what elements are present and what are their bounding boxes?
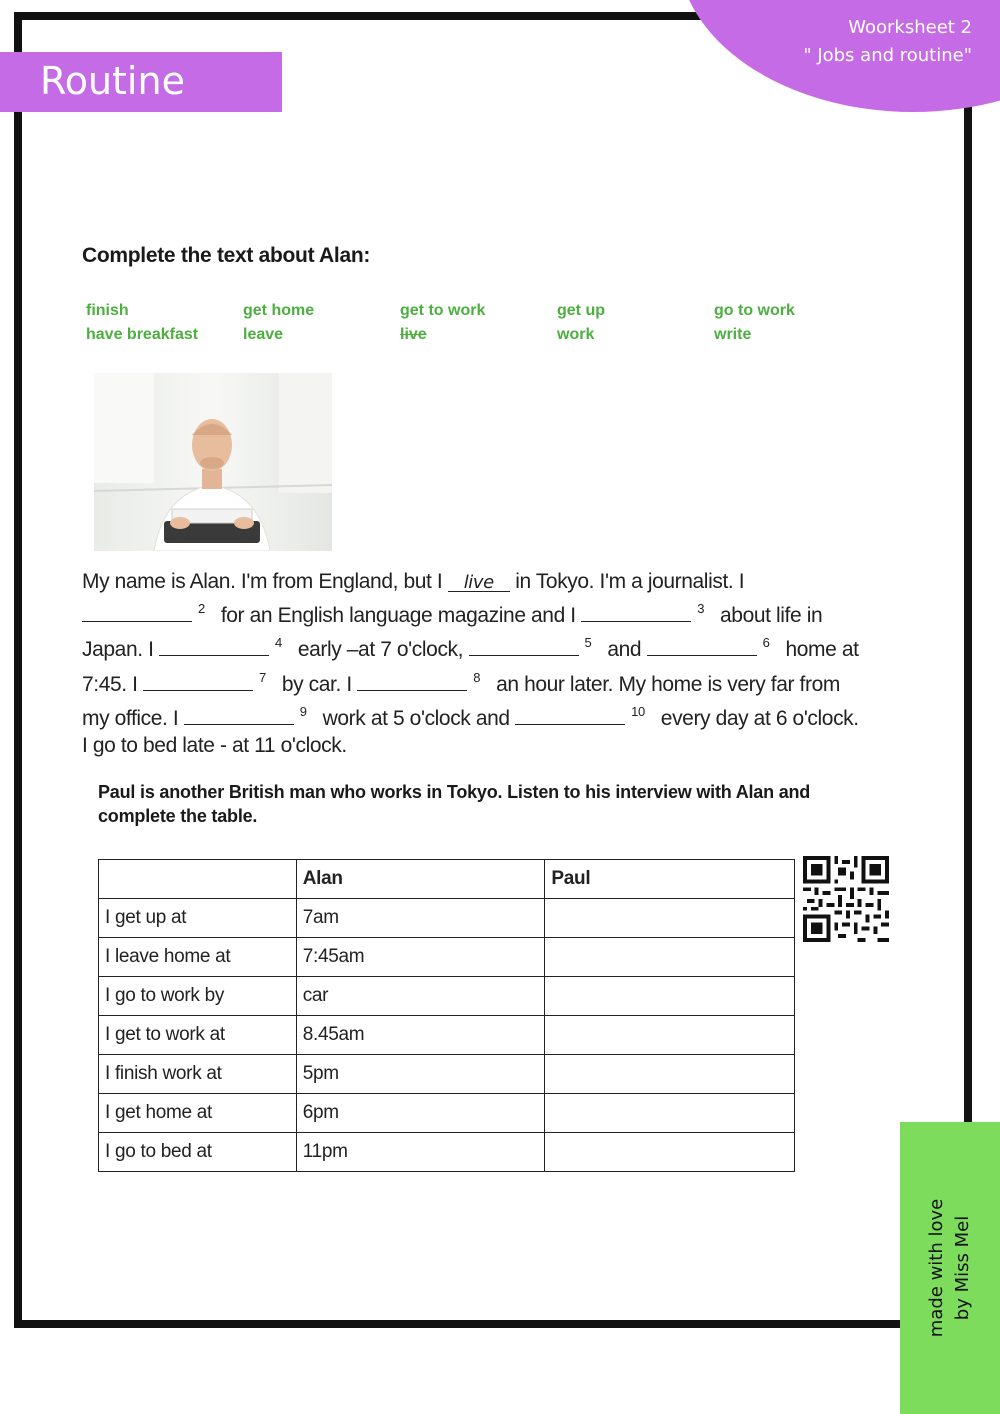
answer-cell[interactable] [545,899,795,938]
answer-cell[interactable] [545,1133,795,1172]
passage-text: home at [785,638,859,662]
answer-cell[interactable] [545,1094,795,1133]
blank-number: 4 [274,635,282,651]
passage-text: and [607,638,642,662]
word-item: leave [243,326,284,343]
table-row [99,899,795,938]
word-item: get up [557,302,605,319]
table-cell: 11pm [296,1133,545,1172]
table-cell: I go to bed at [99,1133,297,1172]
table-row [99,1016,795,1055]
credit-banner [900,1122,1000,1414]
passage-text: by car. I [281,672,352,696]
qr-code-icon[interactable] [802,856,890,942]
worksheet-number: Woorksheet 2 [848,17,972,38]
credit-line: by Miss Mel [952,1215,973,1321]
answer-blank[interactable] [515,707,625,725]
blank-number: 5 [584,635,592,651]
credit-text [924,1199,976,1337]
table-header: Paul [545,860,795,899]
answer-blank[interactable] [184,707,294,725]
answer-blank[interactable] [143,673,253,691]
blank-number: 2 [198,601,205,617]
answer-cell[interactable] [545,1055,795,1094]
answer-blank-filled[interactable]: live [448,574,510,592]
answer-blank[interactable] [581,604,691,622]
answer-cell[interactable] [545,938,795,977]
word-item: work [557,326,595,343]
passage-line [82,698,882,732]
table-header [99,860,297,899]
exercise1-instruction: Complete the text about Alan: [82,244,371,267]
table-header-row [99,860,795,899]
blank-number: 6 [762,635,770,651]
passage-line [82,595,882,629]
blank-number: 9 [299,703,307,719]
word-item: have breakfast [86,326,199,343]
table-cell: car [296,977,545,1016]
table-cell: 7:45am [296,938,545,977]
table-row [99,977,795,1016]
table-cell: 7am [296,899,545,938]
passage-text: work at 5 o'clock and [322,706,510,730]
passage-line: I go to bed late - at 11 o'clock. [82,734,347,758]
answer-cell[interactable] [545,1016,795,1055]
word-item: write [714,326,752,343]
passage-text: for an English language magazine and I [220,604,576,628]
word-item: go to work [714,302,795,319]
passage-text: My name is Alan. I'm from England, but I [82,570,443,593]
fill-in-passage [82,568,882,759]
word-item-used: live [400,326,427,343]
passage-line [82,629,882,663]
word-item: finish [86,302,129,319]
passage-text: Japan. I [82,638,154,662]
passage-line [82,568,882,595]
credit-line: made with love [926,1198,947,1338]
passage-text: 7:45. I [82,672,138,696]
passage-text: early –at 7 o'clock, [297,638,464,662]
word-box [86,302,886,344]
table-cell: I get home at [99,1094,297,1133]
passage-text: about life in [720,604,823,628]
blank-number: 8 [473,669,481,685]
passage-line [82,664,882,698]
table-row [99,1094,795,1133]
table-cell: I go to work by [99,977,297,1016]
answer-blank[interactable] [647,638,757,656]
table-header: Alan [296,860,545,899]
passage-text: every day at 6 o'clock. [660,706,859,730]
answer-blank[interactable] [159,638,269,656]
exercise2-instruction: Paul is another British man who works in Tokyo. Listen to his interview with Alan and complete the table. [98,782,811,826]
blank-number: 7 [259,669,266,685]
routine-table [98,859,795,1172]
blank-number: 10 [631,703,645,719]
passage-text: my office. I [82,706,179,730]
answer-blank[interactable] [469,638,579,656]
passage-text: an hour later. My home is very far from [496,672,840,696]
table-cell: I get up at [99,899,297,938]
table-row [99,1133,795,1172]
word-item: get home [243,302,315,319]
table-cell: 5pm [296,1055,545,1094]
passage-text: in Tokyo. I'm a journalist. I [515,570,745,593]
blank-number: 3 [697,601,705,617]
worksheet-topic: " Jobs and routine" [803,45,972,66]
table-cell: I leave home at [99,938,297,977]
table-row [99,1055,795,1094]
answer-blank[interactable] [357,673,467,691]
word-item: get to work [400,302,486,319]
table-cell: I get to work at [99,1016,297,1055]
table-cell: 6pm [296,1094,545,1133]
table-cell: 8.45am [296,1016,545,1055]
table-cell: I finish work at [99,1055,297,1094]
page-title: Routine [0,52,282,112]
worksheet-label [712,14,972,70]
alan-photo [94,373,332,551]
answer-blank[interactable] [82,604,192,622]
table-row [99,938,795,977]
answer-cell[interactable] [545,977,795,1016]
